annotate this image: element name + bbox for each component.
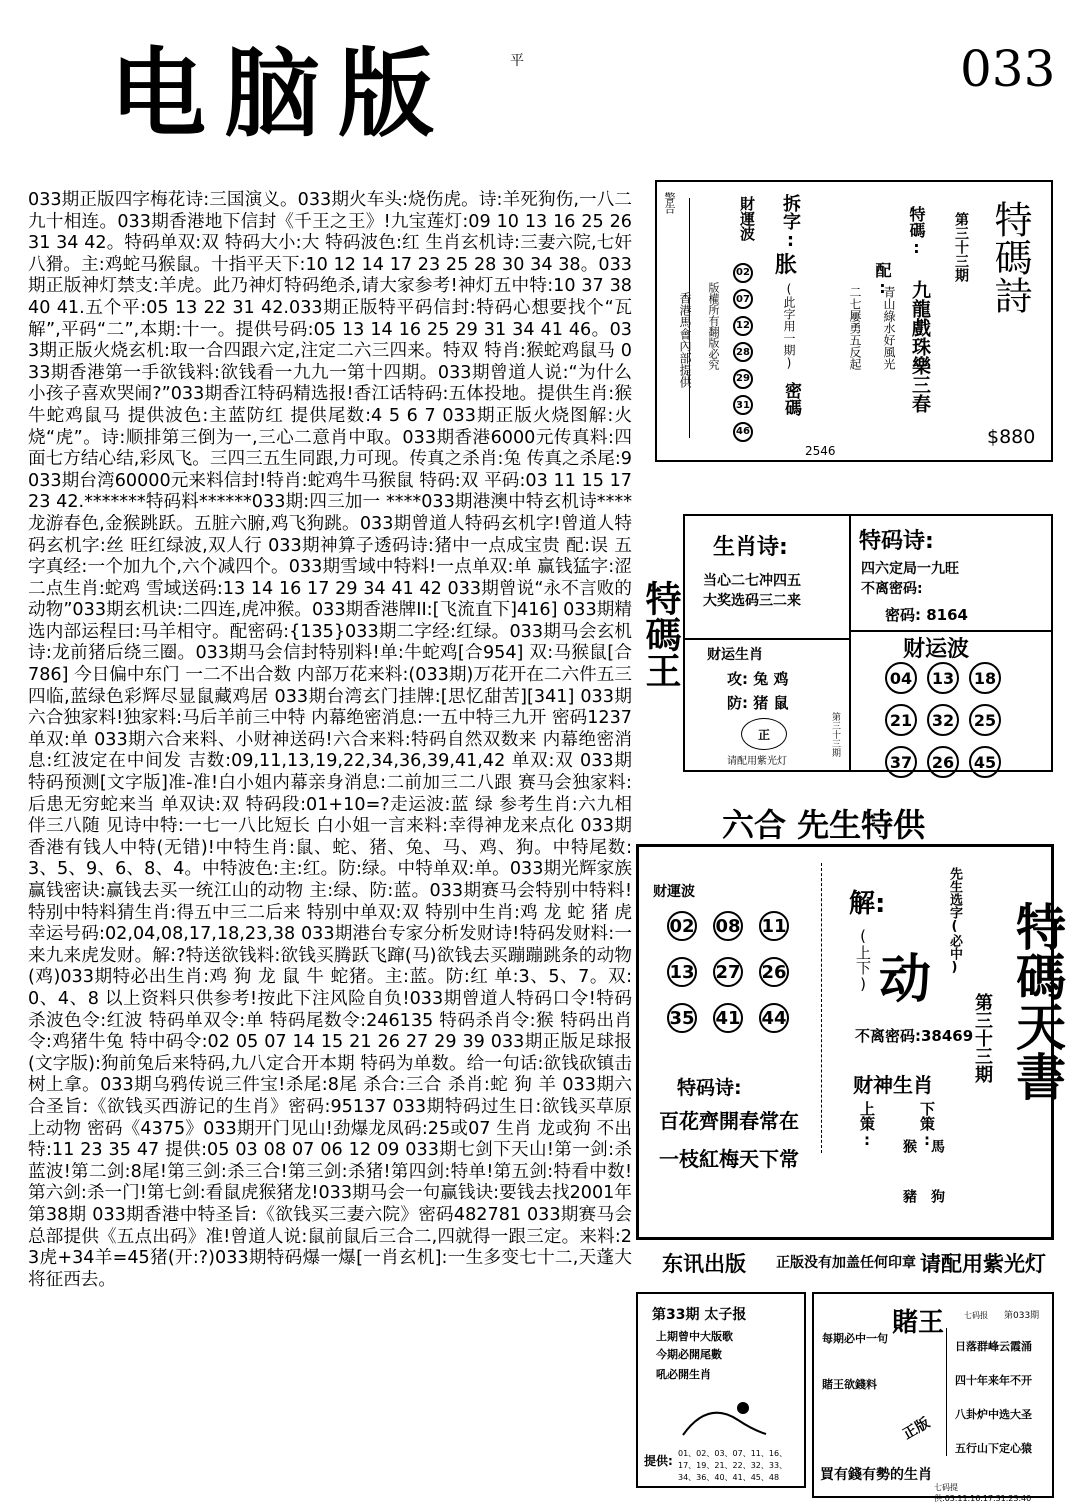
lh-bo-number: 27 [713, 957, 743, 987]
liuhe-big-title: 特碼天書 [1008, 901, 1067, 1101]
poem-pei-line1: 青山綠水好風光 [882, 286, 896, 370]
duwang-issue: 第033期 [1004, 1311, 1040, 1321]
lh-bo-number: 02 [667, 911, 697, 941]
issue-number: 033 [960, 40, 1056, 98]
caishen-xia-label: 下策: [918, 1101, 936, 1149]
liuhe-jie-sub: (上下) [854, 927, 872, 993]
taizi-numbers: 01、02、03、07、11、16、17、19、21、22、32、33、34、36、40、41、45、48 [678, 1449, 788, 1482]
lh-bo-number: 35 [667, 1003, 697, 1033]
poem-warning: 警告 [663, 192, 676, 214]
poem-bo-number: 31 [733, 395, 753, 415]
duwang-right-label: 七码报 [964, 1311, 988, 1320]
caiyun-bo-grid [885, 662, 1015, 778]
shengxiao-poem-line1: 当心二七冲四五 [703, 573, 801, 589]
poem-bo-number: 12 [733, 316, 753, 336]
duwang-sec1: 每期必中一句 [822, 1332, 888, 1345]
tema-wang-issue: 第三十三期 [830, 712, 840, 757]
caishen-shang-value: 猴 豬 [901, 1139, 917, 1213]
shengxiao-poem-line2: 大奖选码三二来 [703, 593, 801, 609]
poem-copyright: 版權所有翻版必究 [707, 282, 720, 370]
poem-bo-number: 02 [733, 263, 753, 283]
taizi-line1: 上期曾中大版歌 [656, 1330, 733, 1343]
masthead-ping-mark: 平 [510, 53, 524, 69]
taizi-tigong-label: 提供: [644, 1454, 673, 1468]
tw-bo-number: 25 [969, 704, 1001, 736]
footer-dongxun: 东讯出版 [662, 1252, 746, 1276]
liuhe-bo-title: 财運波 [653, 884, 695, 900]
tw-bo-number: 37 [885, 746, 917, 778]
tw-bo-number: 32 [927, 704, 959, 736]
tema-wang-uv: 请配用紫光灯 [727, 756, 787, 767]
poem-bo-list [733, 260, 757, 446]
caishen-xia-value: 馬 狗 [929, 1139, 945, 1213]
duwang-tail: 七码提供:03.11.16.17.31.23.40 [934, 1483, 1032, 1503]
tema-wang-box [683, 514, 1053, 772]
taizi-title: 第33期 太子报 [652, 1307, 747, 1323]
liuhe-poem-title: 特码诗: [677, 1077, 742, 1099]
tema-wang-mima: 密码: 8164 [885, 606, 968, 624]
lh-bo-number: 26 [759, 957, 789, 987]
tw-bo-number: 21 [885, 704, 917, 736]
poem-source: 香港馬會內部提供 [678, 292, 692, 388]
duwang-sec2: 賭王欲錢料 [822, 1378, 877, 1391]
caiyun-fang: 防: 猪 鼠 [727, 694, 789, 712]
poem-tema-label: 特碼: [907, 206, 926, 257]
main-article: 033期正版四字梅花诗:三国演义。033期火车头:烧伤虎。诗:羊死狗伤,一八二九十相连。033期香港地下信封《千王之王》!九宝莲灯:09 10 13 16 25 26 31 34 42。特码单双:双 特码大小:大 特码波色:红 生肖玄机诗:三妻六院,七奸八猾。主:鸡蛇马猴鼠。十指平天下:10 12 14 17 23 25 28 30 34 38。033期正版神灯禁支:羊虎。此乃神灯特码绝杀,请大家参考!神灯五中特:10 37 38 40 41.五个平:05 13 22 31 42.033期正版特平码信封:特码心想要找个“瓦解”,平码“二”,本期:十一。提供号码:05 13 14 16 25 29 31 34 41 46。033期正版火烧玄机:取一合四跟六定,注定二六三四来。特双 特肖:猴蛇鸡鼠马 033期香港第一手欲钱料:欲钱看一九九一第十四期。033期曾道人说:“为什么小孩子喜欢哭闹?”033期香江特码精选报!香江话特码:五体投地。提供生肖:猴牛蛇鸡鼠马 提供波色:主蓝防红 提供尾数:4 5 6 7 033期正版火烧图解:火烧“虎”。诗:顺排第三倒为一,三心二意肖中取。033期香港6000元传真料:四面七方结心结,彩凤飞。三四三五生同跟,力可现。传真之杀肖:兔 传真之杀尾:9 033期台湾60000元来料信封!特肖:蛇鸡牛马猴鼠 特码:双 平码:03 11 15 17 23 42.*******特码料******033期:四三加一 ****033期港澳中特玄机诗****龙游春色,金猴跳跃。五脏六腑,鸡飞狗跳。033期曾道人特码玄机字!曾道人特码玄机字:丝 旺红绿波,双人行 033期神算子透码诗:猪中一点成宝贵 配:误 五字真经:一个加九个,六个减四个。033期雪域中特料!一点单双:单 赢钱猛字:涩 二点生肖:蛇鸡 雪域送码:13 14 16 17 29 34 41 42 033期曾说“永不言败的动物”033期玄机诀:二四连,虎冲猴。033期香港牌II:[飞流直下]416] 033期精选内部运程曰:马羊相守。配密码:{135}033期二字经:红绿。033期马会玄机诗:龙前猪后绕三圈。033期马会信封特别料!单:牛蛇鸡[合954] 双:马猴鼠[合786] 今日偏中东门 一二不出合数 内部万花来料:(033期)万花开在二六件五三四临,蓝绿色彩辉尽显鼠藏鸡居 033期台湾玄门挂牌:[思忆甜苦][341] 033期六合独家料!独家料:马后羊前三中特 内幕绝密消息:一五中特三九开 密码1237 单双:单 033期六合来料、小财神送码!六合来料:特码自然双数来 内幕绝密消息:红波定在中间发 吉数:09,11,13,19,22,34,36,39,41,42 单双:双 033期特码预测[文字版]准-准!白小姐内幕亲身消息:二前加三二八跟 赛马会独家料:后患无穷蛇来当 单双诀:双 特码段:01+10=?走运波:蓝 绿 参考生肖:六九相伴三八随 见诗中特:一七一八比短长 白小姐一言来料:幸得神龙来点化 033期香港有钱人中特(无错)!中特生肖:鼠、蛇、猪、兔、马、鸡、狗。中特尾数:3、5、9、6、8、4。中特波色:主:红。防:绿。中特单双:单。033期光辉家族赢钱密诀:赢钱去买一统江山的动物 主:绿、防:蓝。033期赛马会特别中特料!特别中特料猜生肖:得五中三二后来 特别中单双:双 特别中生肖:鸡 龙 蛇 猪 虎 幸运号码:02,04,08,17,18,23,38 033期港台专家分析发财诗!特码发财料:一来九来虎发财。解:?特送欲钱料:欲钱买腾跃飞蹿(马)欲钱去买蹦蹦跳条的动物(鸡)033期特必出生肖:鸡 狗 龙 鼠 牛 蛇猪。主:蓝。防:红 单:3、5、7。双:0、4、8 以上资料只供参考!按此下注风险自负!033期曾道人特码口令!特码杀波色令:红波 特码单双令:单 特码尾数令:246135 特码杀肖令:猴 特码出肖令:鸡猪牛兔 特中码令:02 05 07 14 15 21 26 27 29 39 033期正版足球报(文字版):狗前兔后来特码,九八定合开本期 特码为单数。给一句话:欲钱砍镇击树上拿。033期乌鸦传说三件宝!杀尾:8尾 杀合:三合 杀肖:蛇 狗 羊 033期六合圣旨:《欲钱买西游记的生肖》密码:95137 033期特码过生日:欲钱买草原上动物 密码《4375》033期开门见山!劲爆龙凤码:25或07 生肖 龙或狗 不出特:11 23 35 47 提供:05 03 08 07 06 12 09 033期七剑下天山!第一剑:杀蓝波!第二剑:8尾!第三剑:杀三合!第三剑:杀猪!第四剑:特单!第五剑:特看中数!第六剑:杀一门!第七剑:看鼠虎猴猪龙!033期马会一句赢钱诀:要钱去找2001年第38期 033期香港中特圣旨:《欲钱买三妻六院》密码482781 033期赛马会总部提供《五点出码》准!曾道人说:鼠前鼠后三合二,四就得一跟三定。来料:23虎+34羊=45猪(开:?)033期特码爆一爆[一肖玄机]:一生多变七十二,天蓬大将征西去。 [28, 190, 632, 1290]
caiyun-gong: 攻: 兔 鸡 [727, 670, 789, 688]
lh-bo-number: 08 [713, 911, 743, 941]
liuhe-issue: 第三十三期 [972, 993, 993, 1083]
caiyun-bo-title: 财运波 [903, 637, 970, 662]
poem-bo-label: 財運波 [738, 196, 756, 241]
shengxiao-poem-title: 生肖诗: [713, 535, 788, 560]
caishen-title: 财神生肖 [853, 1073, 933, 1097]
duwang-bottom: 買有錢有勢的生肖 [820, 1467, 932, 1483]
poem-issue: 第三十三期 [953, 212, 969, 282]
liuhe-box [636, 844, 1067, 1240]
duwang-box [812, 1292, 1054, 1503]
poem-price: $880 [987, 426, 1036, 448]
lh-bo-number: 11 [759, 911, 789, 941]
tw-bo-number: 45 [969, 746, 1001, 778]
poem-box [655, 180, 1053, 462]
duwang-r4: 五行山下定心猿 [955, 1442, 1032, 1455]
poem-bo-number: 07 [733, 289, 753, 309]
tw-bo-number: 18 [969, 662, 1001, 694]
tema-poem-line2: 不离密码: [861, 581, 923, 597]
tw-bo-number: 04 [885, 662, 917, 694]
lh-bo-number: 44 [759, 1003, 789, 1033]
lh-bo-number: 13 [667, 957, 697, 987]
liuhe-jie-label: 解: [849, 889, 886, 919]
duwang-right-col [946, 1328, 1053, 1456]
poem-pei-label: 配: [873, 262, 892, 297]
liuhe-poem-line2: 一枝紅梅天下常 [659, 1147, 799, 1171]
poem-bo-number: 28 [733, 342, 753, 362]
liuhe-title: 六合 先生特供 [722, 806, 926, 844]
lh-bo-number: 41 [713, 1003, 743, 1033]
liuhe-bo-grid [667, 911, 817, 1033]
taizi-box [636, 1292, 806, 1488]
tema-wang-stamp: 正 [741, 718, 787, 750]
poem-title: 特碼詩 [988, 200, 1032, 314]
liuhe-pick: 先生选字(必中) [947, 867, 962, 975]
taizi-illustration [678, 1390, 768, 1440]
duwang-r3: 八卦炉中选大圣 [955, 1408, 1032, 1421]
poem-chaizi-note: (此字用一期) [782, 282, 796, 370]
caiyun-shengxiao-title: 财运生肖 [707, 647, 763, 663]
liuhe-word: 动 [879, 950, 932, 1010]
duwang-r1: 日落群峰云霞涌 [955, 1340, 1032, 1353]
poem-code: 2546 [805, 444, 836, 458]
poem-pei-line2: 二七屢勇五反起 [848, 286, 862, 370]
tw-bo-number: 13 [927, 662, 959, 694]
tw-bo-number: 26 [927, 746, 959, 778]
taizi-line3: 吼必開生肖 [656, 1368, 711, 1381]
poem-bo-number: 29 [733, 369, 753, 389]
taizi-line2: 今期必開尾數 [656, 1348, 722, 1361]
tema-wang-side-title: 特碼王 [640, 580, 682, 688]
liuhe-mima: 不离密码:38469 [855, 1027, 974, 1045]
liuhe-poem-line1: 百花齊開春常在 [659, 1109, 799, 1133]
tema-poem-title: 特码诗: [859, 529, 934, 554]
footer-uv: 请配用紫光灯 [920, 1252, 1046, 1276]
caishen-shang-label: 上策: [858, 1101, 876, 1149]
poem-chaizi-label: 拆字: [780, 194, 801, 251]
duwang-stamp: 正版 [900, 1414, 933, 1443]
tema-poem-line1: 四六定局一九旺 [861, 561, 959, 577]
footer-note: 正版没有加盖任何印章 [776, 1255, 916, 1271]
poem-chaizi-word: 胀 [775, 253, 798, 278]
masthead-title: 电脑版 [110, 37, 452, 150]
poem-chaizi-tail: 密碼 [781, 382, 801, 416]
poem-tema-value: 九龍戲珠樂三春 [909, 280, 931, 413]
duwang-title: 賭王 [892, 1308, 945, 1338]
duwang-r2: 四十年来年不开 [955, 1374, 1032, 1387]
poem-bo-number: 46 [733, 422, 753, 442]
